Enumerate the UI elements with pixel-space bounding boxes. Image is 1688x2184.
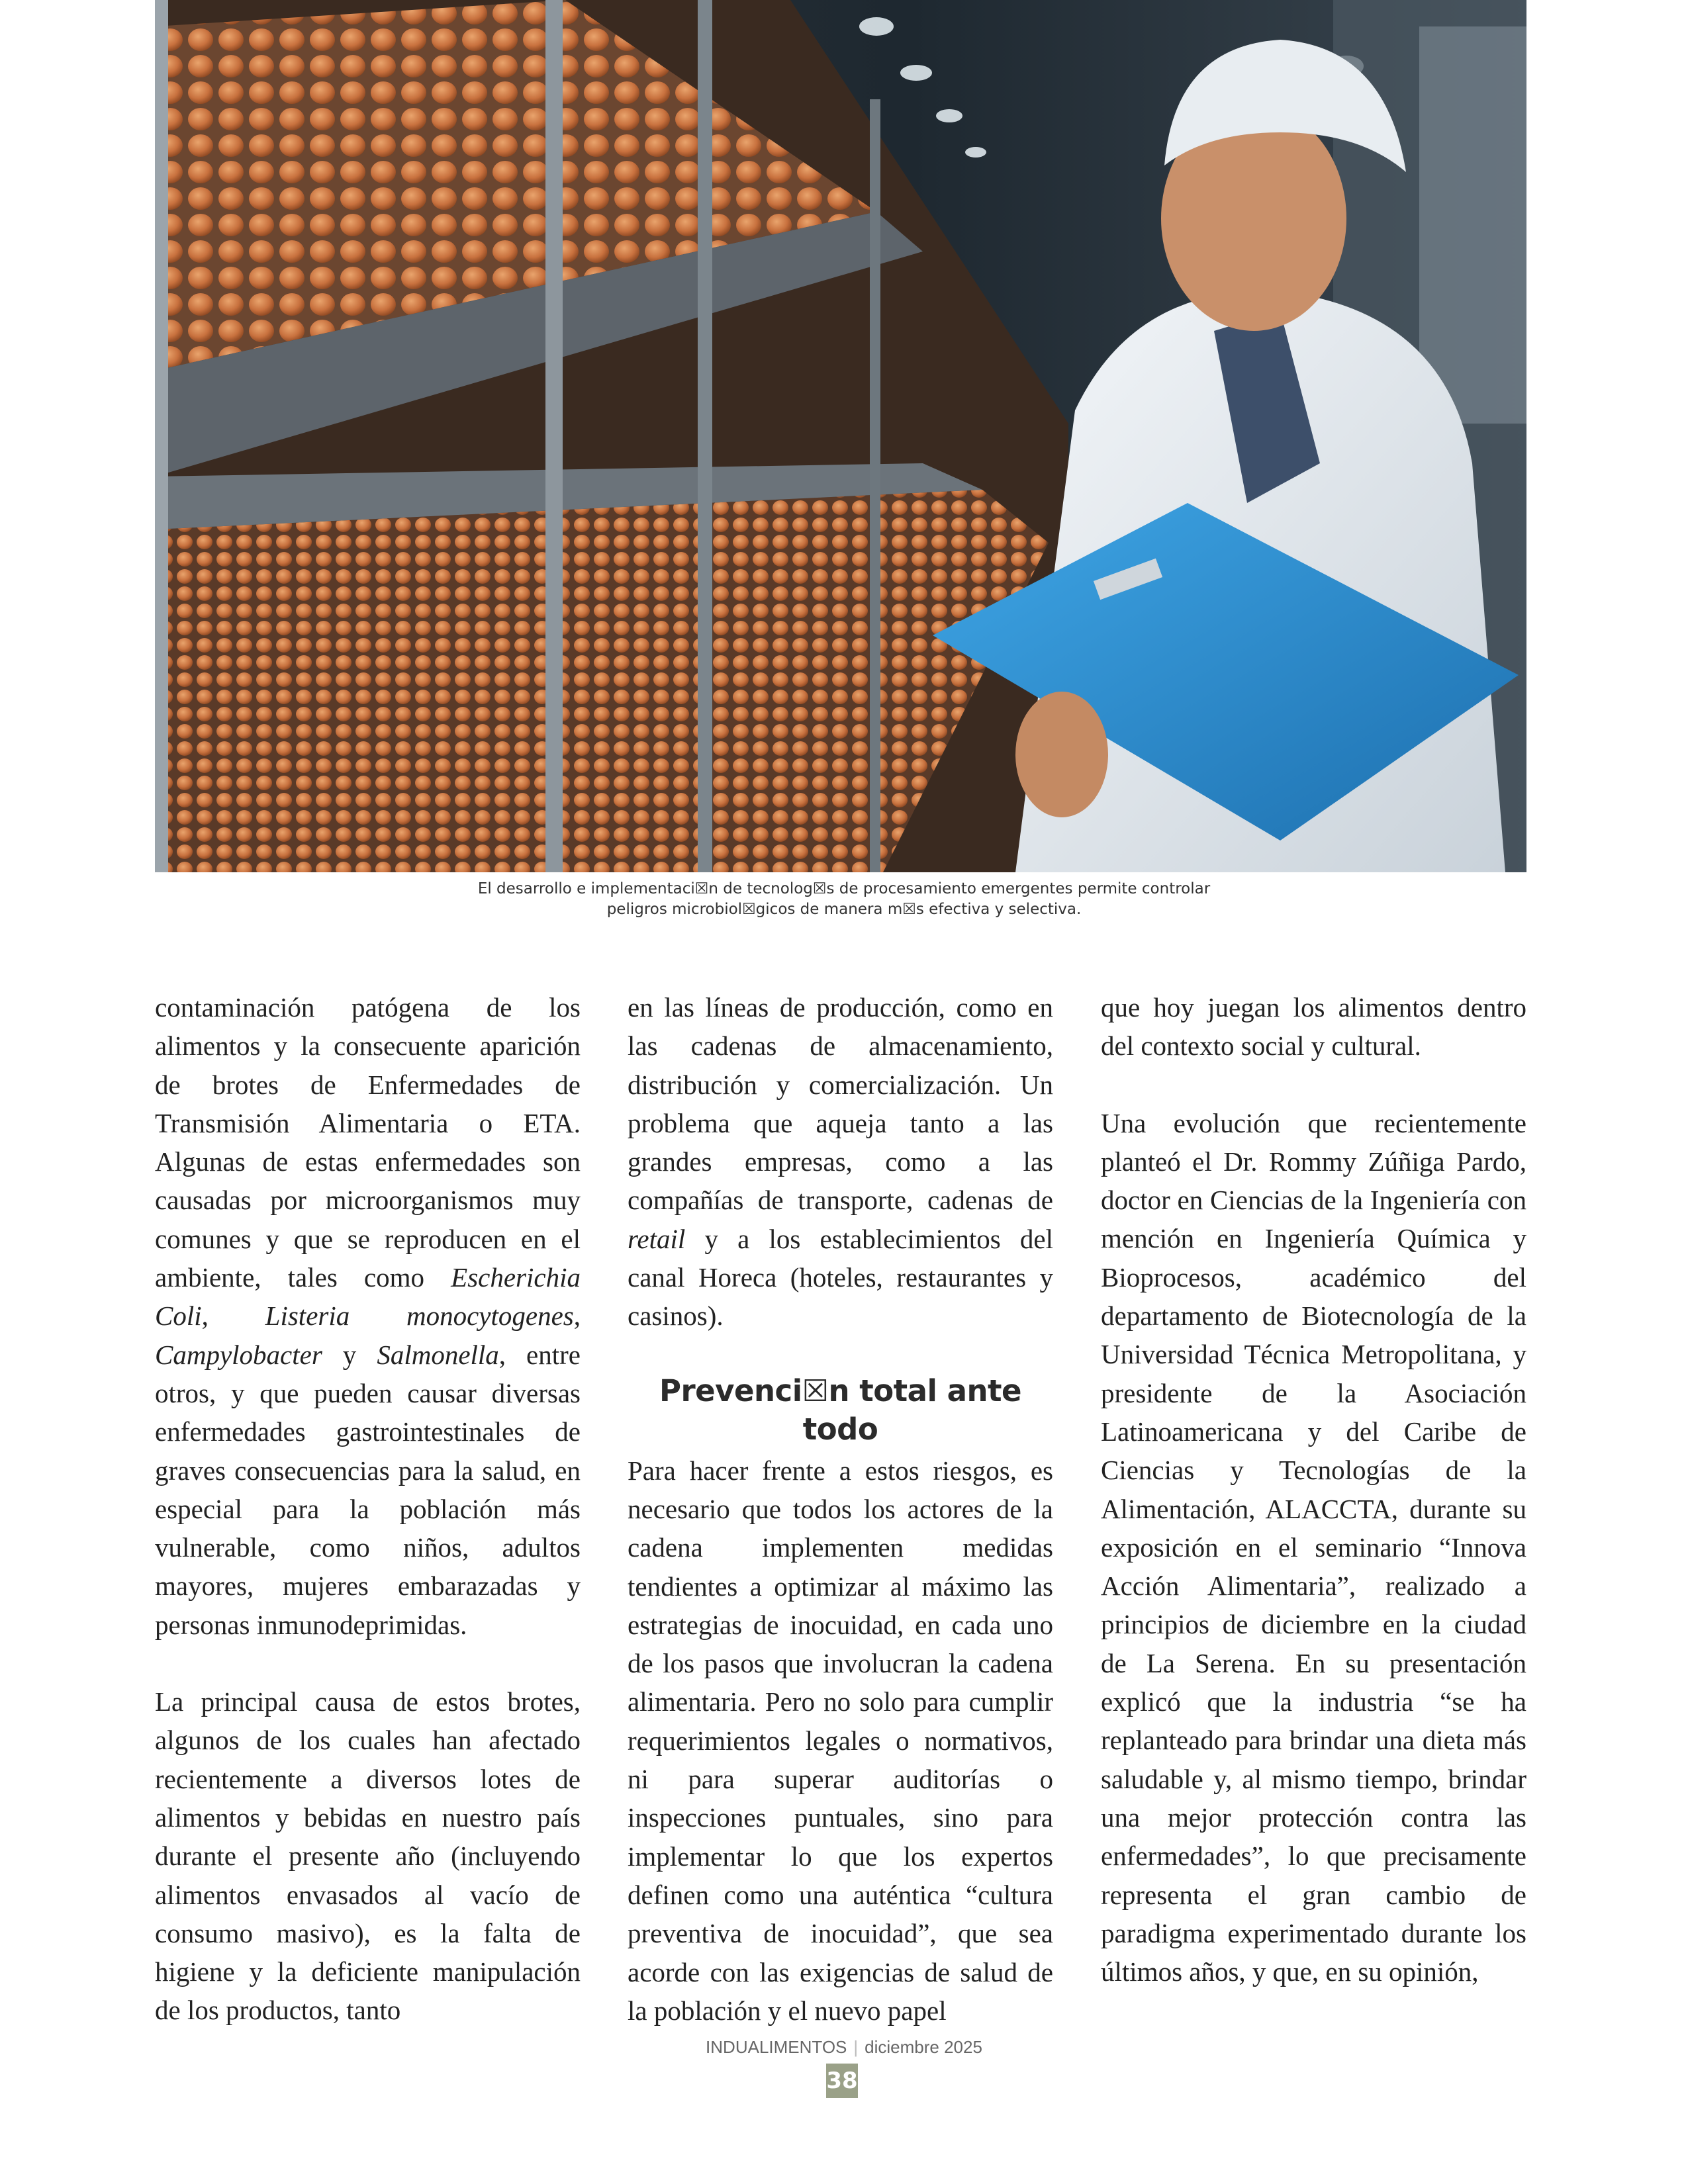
issue-date: diciembre 2025 bbox=[865, 2037, 982, 2057]
magazine-name: INDUALIMENTOS bbox=[706, 2037, 847, 2057]
text-run: y bbox=[322, 1339, 377, 1370]
paragraph bbox=[628, 988, 1053, 1336]
text-run: contaminación patógena de los alimentos y la consecuente aparición de brotes de Enfermedades de Transmisión Alimentaria o ETA. Algunas de estas enfermedades son causadas por microorganismos muy comunes y que se reproducen en el ambiente, tales como bbox=[155, 992, 581, 1293]
italic-term: retail bbox=[628, 1223, 686, 1254]
species-name: Salmonella bbox=[377, 1339, 499, 1370]
species-name: Escherichia Coli bbox=[155, 1262, 581, 1332]
paragraph bbox=[155, 988, 581, 1644]
paragraph: La principal causa de estos brotes, algunos de los cuales han afectado recientemente a diversos lotes de alimentos y bebidas en nuestro país durante el presente año (incluyendo alimentos envasados al vacío de consumo masivo), es la falta de higiene y la deficiente manipulación de los productos, tanto bbox=[155, 1686, 581, 2026]
text-run: , bbox=[201, 1300, 265, 1332]
paragraph: Una evolución que recientemente planteó el Dr. Rommy Zúñiga Pardo, doctor en Ciencias de la Ingeniería con mención en Ingeniería Química y Bioprocesos, académico del departamento de Biotecnología de la Universidad Técnica Metropolitana, y presidente de la Asociación Latinoamericana y del Caribe de Ciencias y Tecnologías de la Alimentación, ALACCTA, durante su exposición en el seminario “Innova Acción Alimentaria”, realizado a principios de diciembre en la ciudad de La Serena. En su presentación explicó que la industria “se ha replanteado para brindar una dieta más saludable y, al mismo tiempo, brindar una mejor protección contra las enfermedades”, lo que precisamente representa el gran cambio de paradigma experimentado durante los últimos años, y que, en su opinión, bbox=[1101, 1107, 1526, 1987]
photo-caption bbox=[331, 879, 1357, 920]
article-column-1 bbox=[155, 988, 581, 2030]
paragraph: que hoy juegan los alimentos dentro del contexto social y cultural. bbox=[1101, 992, 1526, 1062]
caption-line-2: peligros microbiol☒gicos de manera m☒s efectiva y selectiva. bbox=[606, 901, 1082, 918]
article-column-2 bbox=[628, 988, 1053, 2030]
section-heading: Prevenci☒n total ante todo bbox=[659, 1373, 1022, 1447]
text-run: y a los establecimientos del canal Horeca (hoteles, restaurantes y casinos). bbox=[628, 1223, 1053, 1332]
page-footer bbox=[0, 2037, 1688, 2058]
text-run: en las líneas de producción, como en las cadenas de almacenamiento, distribución y comercialización. Un problema que aqueja tanto a las grandes empresas, como a las compañías de transporte, cadenas de bbox=[628, 992, 1053, 1216]
text-run: , entre otros, y que pueden causar diversas enfermedades gastrointestinales de graves consecuencias para la salud, en especial para la población más vulnerable, como niños, adultos mayores, mujeres embarazadas y personas inmunodeprimidas. bbox=[155, 1339, 581, 1640]
caption-line-1: El desarrollo e implementaci☒n de tecnolog☒s de procesamiento emergentes permite controlar bbox=[477, 880, 1211, 897]
species-name: Listeria monocytogenes bbox=[265, 1300, 574, 1332]
species-name: Campylobacter bbox=[155, 1339, 322, 1370]
text-run: , bbox=[573, 1300, 581, 1332]
article-column-3 bbox=[1101, 988, 1526, 1991]
paragraph: Para hacer frente a estos riesgos, es necesario que todos los actores de la cadena implementen medidas tendientes a optimizar al máximo las estrategias de inocuidad, en cada uno de los pasos que involucran la cadena alimentaria. Pero no solo para cumplir requerimientos legales o normativos, ni para superar auditorías o inspecciones puntuales, sino para implementar lo que los expertos definen como una auténtica “cultura preventiva de inocuidad”, que sea acorde con las exigencias de salud de la población y el nuevo papel bbox=[628, 1455, 1053, 2026]
page-number: 38 bbox=[826, 2064, 858, 2098]
footer-separator: | bbox=[853, 2037, 859, 2057]
hero-photo bbox=[155, 0, 1526, 872]
